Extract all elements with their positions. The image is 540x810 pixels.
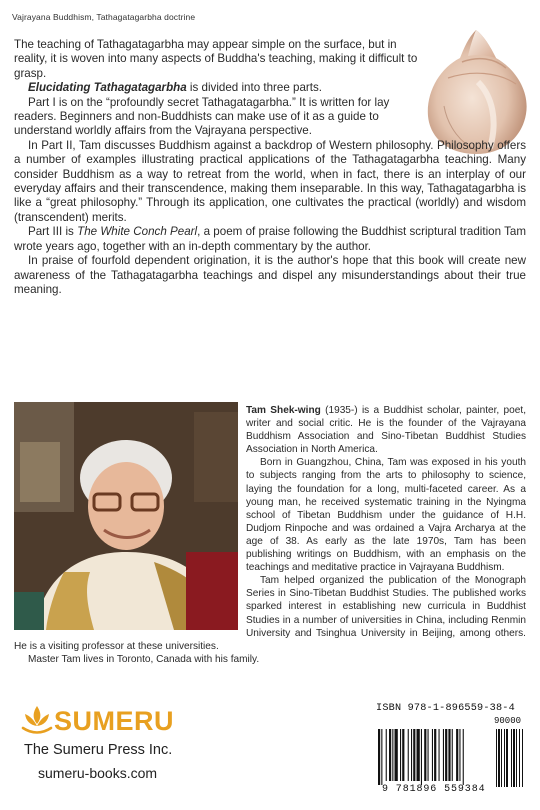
isbn-text: ISBN 978-1-896559-38-4 [376,703,515,714]
bio-paragraph-1-text: (1935-) is a Buddhist scholar, painter, poet, writer and social critic. He is the founder of the Vajrayana Buddhism Association and Sino-Tibetan Buddhist Studies Association in North America. [246,405,526,456]
publisher-website: sumeru-books.com [38,765,158,781]
supplement-code: 90000 [494,716,522,726]
category-line: Vajrayana Buddhism, Tathagatagarbha doctrine [12,12,196,22]
publisher-name: The Sumeru Press Inc. [24,742,173,758]
blurb-paragraph-1: The teaching of Tathagatagarbha may appear simple on the surface, but in reality, it is woven into many aspects of Buddha's teaching, making it difficult to grasp. [14,38,418,80]
blurb-paragraph-5-pre: Part III is [28,225,78,239]
bio-paragraph-2: Born in Guangzhou, China, Tam was exposed in his youth to subjects ranging from the arts to philosophy to science, laying the foundation for a long, multi-faceted career. As a young man, he received systematic training in the Nyingma school of Tibetan Buddhism under the guidance of H.H. Dudjom Rinpoche and was ordained a Vajra Archarya at the age of 38. As early as the late 1970s, Tam has been publishing writings on Buddhism, with an emphasis on the teachings and meditative practice in Vajrayana Buddhism. [246,457,526,574]
blurb-paragraph-5-text: , a poem of praise following the Buddhist scriptural tradition Tam wrote years ago, together with an in-depth commentary by the author. [14,225,527,253]
blurb-paragraph-5 [14,225,526,254]
blurb-paragraph-4: In Part II, Tam discusses Buddhism against a backdrop of Western philosophy. Philosophy offers a number of examples illustrating practical applications of the Tathagatagarbha teaching. Many consider Buddhism as a way to retreat from the world, when in fact, there is an interplay of our everyday affairs and their transcendence, making them inseparable. In this way, Tathagatagarbha is like a “great philosophy.” Through its application, one cultivates the practical (worldly) and wisdom (transcendent) merits. [14,138,526,224]
back-cover-blurb [14,38,526,297]
author-name: Tam Shek-wing [246,405,321,416]
blurb-paragraph-3: Part I is on the “profoundly secret Tathagatagarbha.” It is written for lay readers. Beginners and non-Buddhists can make use of it as a guide to understand worldly affairs from the Vajrayana perspective. [14,95,390,138]
lotus-icon [20,704,54,736]
poem-title: The White Conch Pearl [77,225,198,239]
bio-paragraph-3: Tam helped organized the publication of the Monograph Series in Sino-Tibetan Buddhist Studies. The published works sparked interest in establishing new curricula in Buddhist Studies in a number of universities in China, including Renmin University and Tsinghua University in Beijing, among others. He is a visiting professor at these universities. [14,575,526,652]
blurb-paragraph-2 [14,81,526,95]
book-title: Elucidating Tathagatagarbha [28,81,187,95]
barcode-image [372,717,532,793]
blurb-paragraph-6: In praise of fourfold dependent origination, it is the author's hope that this book will create new awareness of the Tathagatagarbha teachings and dispel any misunderstandings about their true meaning. [14,254,526,296]
author-bio [14,404,526,666]
blurb-paragraph-2-text: is divided into three parts. [186,81,323,95]
bio-paragraph-4: Master Tam lives in Toronto, Canada with his family. [28,653,260,665]
logo-text: SUMERU [54,706,175,736]
barcode-digits: 9 781896 559384 [382,784,486,795]
publisher-logo [20,704,190,738]
